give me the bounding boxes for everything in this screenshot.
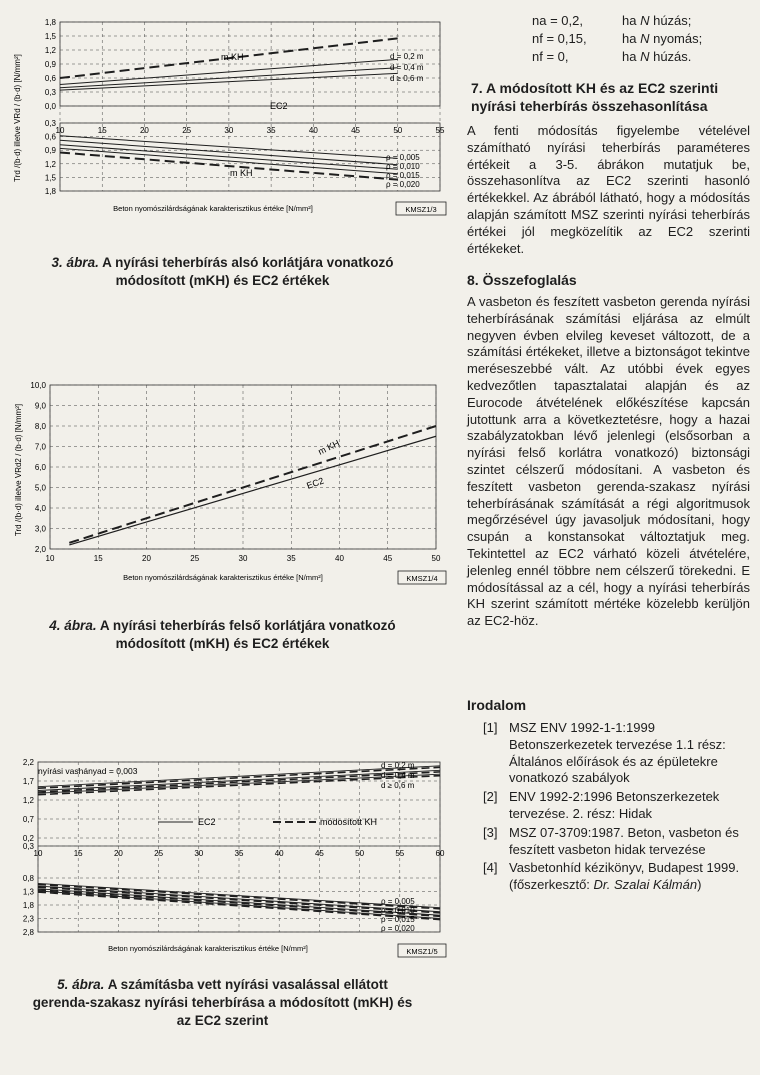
fig3-label-d04: d = 0,4 m [390,63,424,72]
fig5-legend-mkh: módosított KH [320,817,378,827]
fig5-xtick: 60 [435,849,445,858]
reference-text-before: Vasbetonhíd kézikönyv, Budapest 1999. (főszerkesztő: [509,860,740,893]
fig3-ytick: 1,2 [44,159,56,169]
fig3-xtick: 15 [97,126,107,135]
note-symbol: na = 0,2, [532,13,583,28]
fig3-xtick: 40 [308,126,318,135]
note-symbol: nf = 0, [532,49,569,64]
fig5-xtick: 55 [395,849,405,858]
fig3-ytick: 0,0 [44,102,56,111]
fig3-ytick: 0,3 [44,119,56,128]
reference-item [467,825,750,859]
fig3-ytick: 1,5 [44,32,56,41]
figure-4-chart [8,365,453,590]
fig3-caption-num: 3. ábra. [51,255,99,270]
fig5-label-rho2: ρ = 0,010 [381,906,415,915]
fig5-xlabel: Beton nyomószilárdságának karakterisztikus értéke [N/mm²] [108,944,308,953]
fig3-label-ec2: EC2 [270,101,288,111]
note-n: N [640,31,650,46]
fig3-xtick: 55 [435,126,445,135]
note-ha: ha [622,49,637,64]
fig4-ytick: 5,0 [34,483,46,493]
note-rest: nyomás; [649,31,703,46]
section-8 [467,271,750,630]
fig5-ytick: 0,2 [22,834,34,843]
fig3-label-rho1: ρ = 0,005 [386,153,420,162]
figure-3-caption [30,254,415,290]
fig5-label-d06: d ≥ 0,6 m [381,781,415,790]
figure-5-chart [8,748,453,966]
fig5-xtick: 20 [113,849,123,858]
figure-3-chart [8,8,453,223]
fig5-ytick: 1,2 [22,796,34,805]
fig4-xtick: 35 [286,554,296,563]
fig4-xtick: 15 [93,554,103,563]
fig5-xtick: 35 [234,849,244,858]
fig5-caption-num: 5. ábra. [57,977,105,992]
fig3-ytick: 1,5 [44,173,56,183]
fig3-label-d02: d = 0,2 m [390,52,424,61]
fig5-ytick: 2,3 [22,914,34,924]
fig4-label-mkh: m KH [316,437,342,457]
references [467,696,750,896]
figure-5-caption [30,976,415,1030]
fig3-xtick: 30 [224,126,234,135]
fig4-ytick: 10,0 [30,381,46,390]
fig4-series-line [69,426,436,543]
fig3-label-d06: d ≥ 0,6 m [390,74,424,83]
reference-text: MSZ ENV 1992-1-1:1999 Betonszerkezetek tervezése 1.1 rész: Általános előírások és az épületekre vonatkozó szabályok [509,720,726,786]
note-ha: ha [622,13,637,28]
fig4-ytick: 6,0 [34,463,46,472]
reference-num: [3] [483,824,498,840]
section-7-body: A fenti módosítás figyelembe vételével számítható nyírási teherbírás paraméteres értékeit a 3-5. ábrákon mutatjuk be, összehasonlítva az EC2 szerinti hasonló értékekkel. Az ábrából látható, hogy a módosítás alapján számított MSZ szerinti nyírási teherbírás értékei jól megközelítik az EC2 szerinti értékeket. [467,123,750,256]
fig4-xtick: 25 [190,554,200,563]
reference-text: MSZ 07-3709:1987. Beton, vasbeton és feszített vasbeton hidak tervezése [509,824,739,857]
fig3-ytick: 1,8 [44,187,56,196]
fig3-ytick: 0,6 [44,132,56,142]
fig4-xlabel: Beton nyomószilárdságának karakterisztikus értéke [N/mm²] [123,573,323,582]
fig3-label-mkh: m KH [221,52,244,62]
reference-num: [2] [483,789,498,805]
reference-text-after: ) [697,877,702,893]
fig4-ylabel: Trd /(b·d) illetve VRd2 / (b·d) [N/mm²] [14,403,23,537]
fig5-ytick: 2,2 [22,758,34,767]
fig5-ytick: 1,8 [22,901,34,910]
fig3-ytick: 0,9 [44,146,56,156]
figure-4-caption [30,617,415,653]
references-title: Irodalom [467,697,527,713]
note-condition [622,31,702,48]
note-n: N [640,13,650,28]
fig5-ytick: 1,7 [22,777,34,786]
fig4-ytick: 3,0 [34,524,46,534]
fig5-xtick: 45 [314,849,324,858]
fig5-series-line [38,889,440,915]
fig3-xtick: 20 [139,126,149,135]
fig5-badge: KMSZ1/5 [406,947,438,956]
note-rest: húzás. [649,49,692,64]
note-condition [622,13,691,30]
reference-text: ENV 1992-2:1996 Betonszerkezetek tervezése. 2. rész: Hidak [509,789,720,821]
fig5-label-d04: d = 0,4 m [381,771,415,780]
fig4-xtick: 50 [431,554,441,563]
figure-4 [8,365,453,590]
fig3-ytick: 1,2 [44,46,56,55]
fig3-ytick: 0,3 [44,88,56,97]
fig4-ytick: 9,0 [34,401,46,411]
fig4-xtick: 40 [335,554,344,563]
reference-text-italic: Dr. Szalai Kálmán [593,877,698,893]
reference-item [467,789,750,823]
reference-num: [1] [483,720,498,735]
fig3-label-rho3: ρ = 0,015 [386,171,420,180]
fig3-xlabel: Beton nyomószilárdságának karakterisztikus értéke [N/mm²] [113,204,313,213]
fig3-caption-text: A nyírási teherbírás alsó korlátjára vonatkozó módosított (mKH) és EC2 értékek [102,255,394,288]
fig4-xtick: 45 [383,554,393,563]
note-rest: húzás; [649,13,692,28]
fig5-caption-text: A számításba vett nyírási vasalással ellátott gerenda-szakasz nyírási teherbírása a módosított (mKH) és az EC2 szerint [32,977,413,1028]
fig5-xtick: 50 [355,849,365,858]
section-7-title: 7. A módosított KH és az EC2 szerinti nyírási teherbírás összehasonlítása [471,80,719,114]
fig4-xtick: 10 [45,554,55,563]
fig3-xtick: 45 [351,126,361,135]
fig5-label-rho3: ρ = 0,015 [381,915,415,924]
reference-item [467,720,750,787]
fig4-ytick: 2,0 [34,545,46,554]
fig3-ytick: 0,9 [44,60,56,69]
fig5-annotation: nyírási vashányad = 0,003 [38,766,138,776]
fig3-ylabel: Trd /(b·d) illetve VRd / (b·d) [N/mm²] [13,54,22,182]
reference-num: [4] [483,860,498,876]
section-8-body: A vasbeton és feszített vasbeton gerenda nyírási teherbírásának számítási eljárása az elmúlt negyven évben elvileg keveset változott, de a számítási értékeket, illetve a biztonságot tekintve meréseszebbé vált. Az utóbbi évek egyes kedvezőtlen tapasztalatai alapján és az Eurocode átvételének előkészítése kapcsán jutottunk arra a következtetésre, hogy a hazai szabályzatokban lévő jelenlegi (elsősorban a nyírási felső korlátra vonatkozó) biztonsági szintet célszerű módosítani. A vasbeton és feszített vasbeton gerenda-szakasz nyírási teherbírásának számítását a régi algoritmusok megőrzésével úgy javasoljuk módosítani, hogy csupán a konstansokat változtatjuk meg. Tekintettel az EC2 várható közeli átvételére, jelenleg ennél többre nem célszerű törekedni. E módosítással az a cél, hogy a nyírási teherbírás KH szerint számított mértéke közelebb kerüljön az EC2-höz. [467,294,750,629]
fig5-label-rho1: ρ = 0,005 [381,897,415,906]
fig4-label-ec2: EC2 [305,475,326,491]
fig4-xtick: 20 [142,554,151,563]
fig4-xtick: 30 [238,554,248,563]
figure-5 [8,748,453,966]
fig4-caption-num: 4. ábra. [49,618,97,633]
figure-3 [8,8,453,223]
fig4-ytick: 4,0 [34,504,46,513]
fig4-ytick: 8,0 [34,422,46,431]
section-7 [467,79,750,257]
reference-item [467,860,750,894]
fig4-badge: KMSZ1/4 [406,574,438,583]
fig5-ytick: 0,7 [22,815,34,824]
fig3-badge: KMSZ1/3 [405,205,437,214]
fig5-label-d02: d = 0,2 m [381,761,415,770]
fig5-label-rho4: ρ = 0,020 [381,924,415,933]
fig3-series-line [60,73,398,90]
fig5-legend-ec2: EC2 [198,817,216,827]
section-8-title: 8. Összefoglalás [467,272,577,288]
fig5-ytick: 0,3 [22,842,34,851]
fig3-xtick: 50 [393,126,403,135]
fig3-xtick: 35 [266,126,276,135]
fig5-ytick: 1,3 [22,887,34,897]
fig4-ytick: 7,0 [34,442,46,452]
fig3-label-mkh2: m KH [230,168,253,178]
note-condition [622,49,691,66]
fig3-label-rho4: ρ = 0,020 [386,180,420,189]
fig5-ytick: 0,8 [22,874,34,883]
fig5-xtick: 30 [194,849,204,858]
fig5-xtick: 25 [154,849,164,858]
note-symbol: nf = 0,15, [532,31,587,46]
fig3-xtick: 25 [182,126,192,135]
fig3-ytick: 0,6 [44,74,56,83]
note-n: N [640,49,650,64]
reference-text [509,860,750,894]
fig3-xtick: 10 [55,126,65,135]
fig5-ytick: 2,8 [22,928,34,937]
fig5-xtick: 40 [274,849,284,858]
fig3-ytick: 1,8 [44,18,56,27]
fig5-xtick: 10 [33,849,43,858]
fig4-caption-text: A nyírási teherbírás felső korlátjára vonatkozó módosított (mKH) és EC2 értékek [99,618,396,651]
fig5-xtick: 15 [73,849,83,858]
note-ha: ha [622,31,637,46]
fig3-label-rho2: ρ = 0,010 [386,162,420,171]
